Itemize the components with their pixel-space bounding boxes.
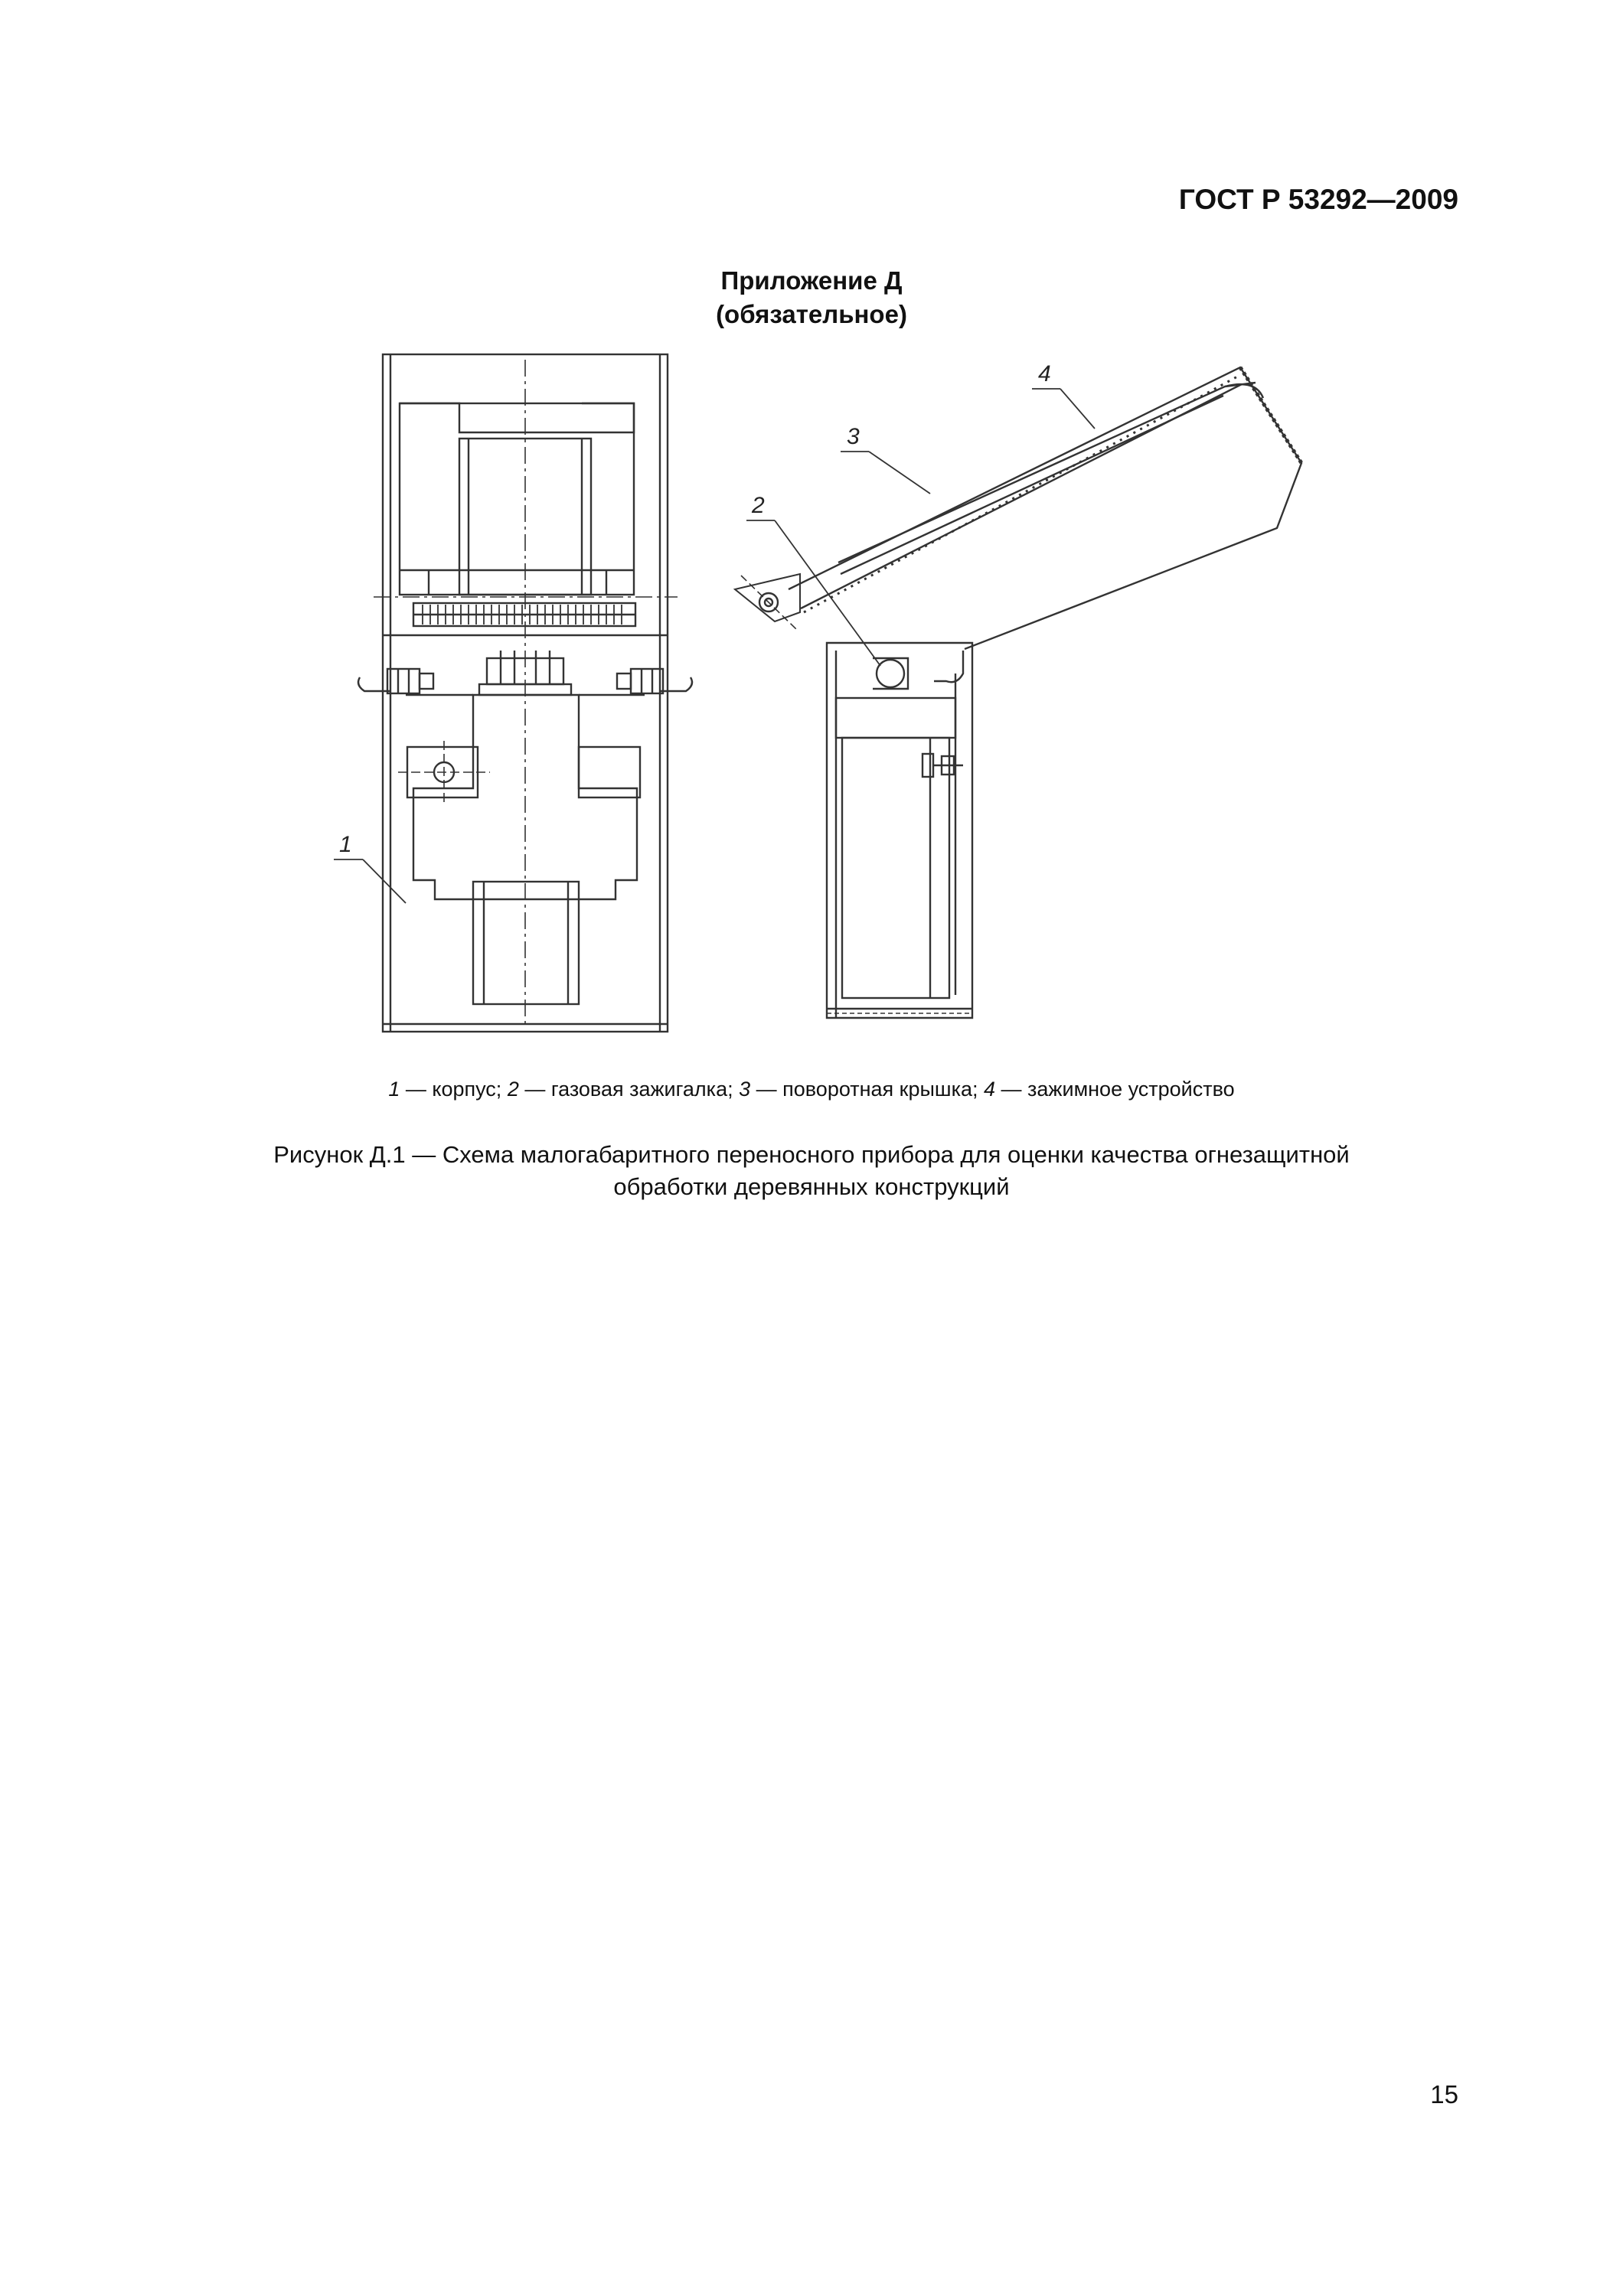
legend-num-3: 3 — [739, 1078, 751, 1101]
legend-num-1: 1 — [388, 1078, 400, 1101]
callout-2: 2 — [752, 493, 765, 518]
legend-num-4: 4 — [984, 1078, 996, 1101]
appendix-status: (обязательное) — [716, 300, 907, 328]
side-view — [735, 367, 1301, 1018]
callout-leaders — [334, 389, 1095, 903]
standard-code: ГОСТ Р 53292—2009 — [1178, 184, 1458, 215]
legend-text-1: — корпус; — [400, 1078, 508, 1101]
caption-line-2: обработки деревянных конструкций — [613, 1173, 1010, 1200]
caption-line-1: Рисунок Д.1 — Схема малогабаритного переносного прибора для оценки качества огнезащитной — [273, 1141, 1350, 1168]
figure-legend — [0, 1078, 1623, 1101]
figure-caption — [0, 1139, 1623, 1203]
legend-num-2: 2 — [507, 1078, 519, 1101]
legend-text-4: — зажимное устройство — [995, 1078, 1235, 1101]
legend-text-2: — газовая зажигалка; — [518, 1078, 740, 1101]
legend-text-3: — поворотная крышка; — [750, 1078, 984, 1101]
callout-4: 4 — [1038, 361, 1051, 386]
callout-1: 1 — [339, 832, 352, 857]
front-view — [358, 354, 692, 1032]
page-number: 15 — [1430, 2080, 1458, 2108]
appendix-title: Приложение Д — [720, 266, 903, 295]
callout-3: 3 — [847, 424, 860, 449]
device-schematic-figure — [0, 0, 1623, 1071]
